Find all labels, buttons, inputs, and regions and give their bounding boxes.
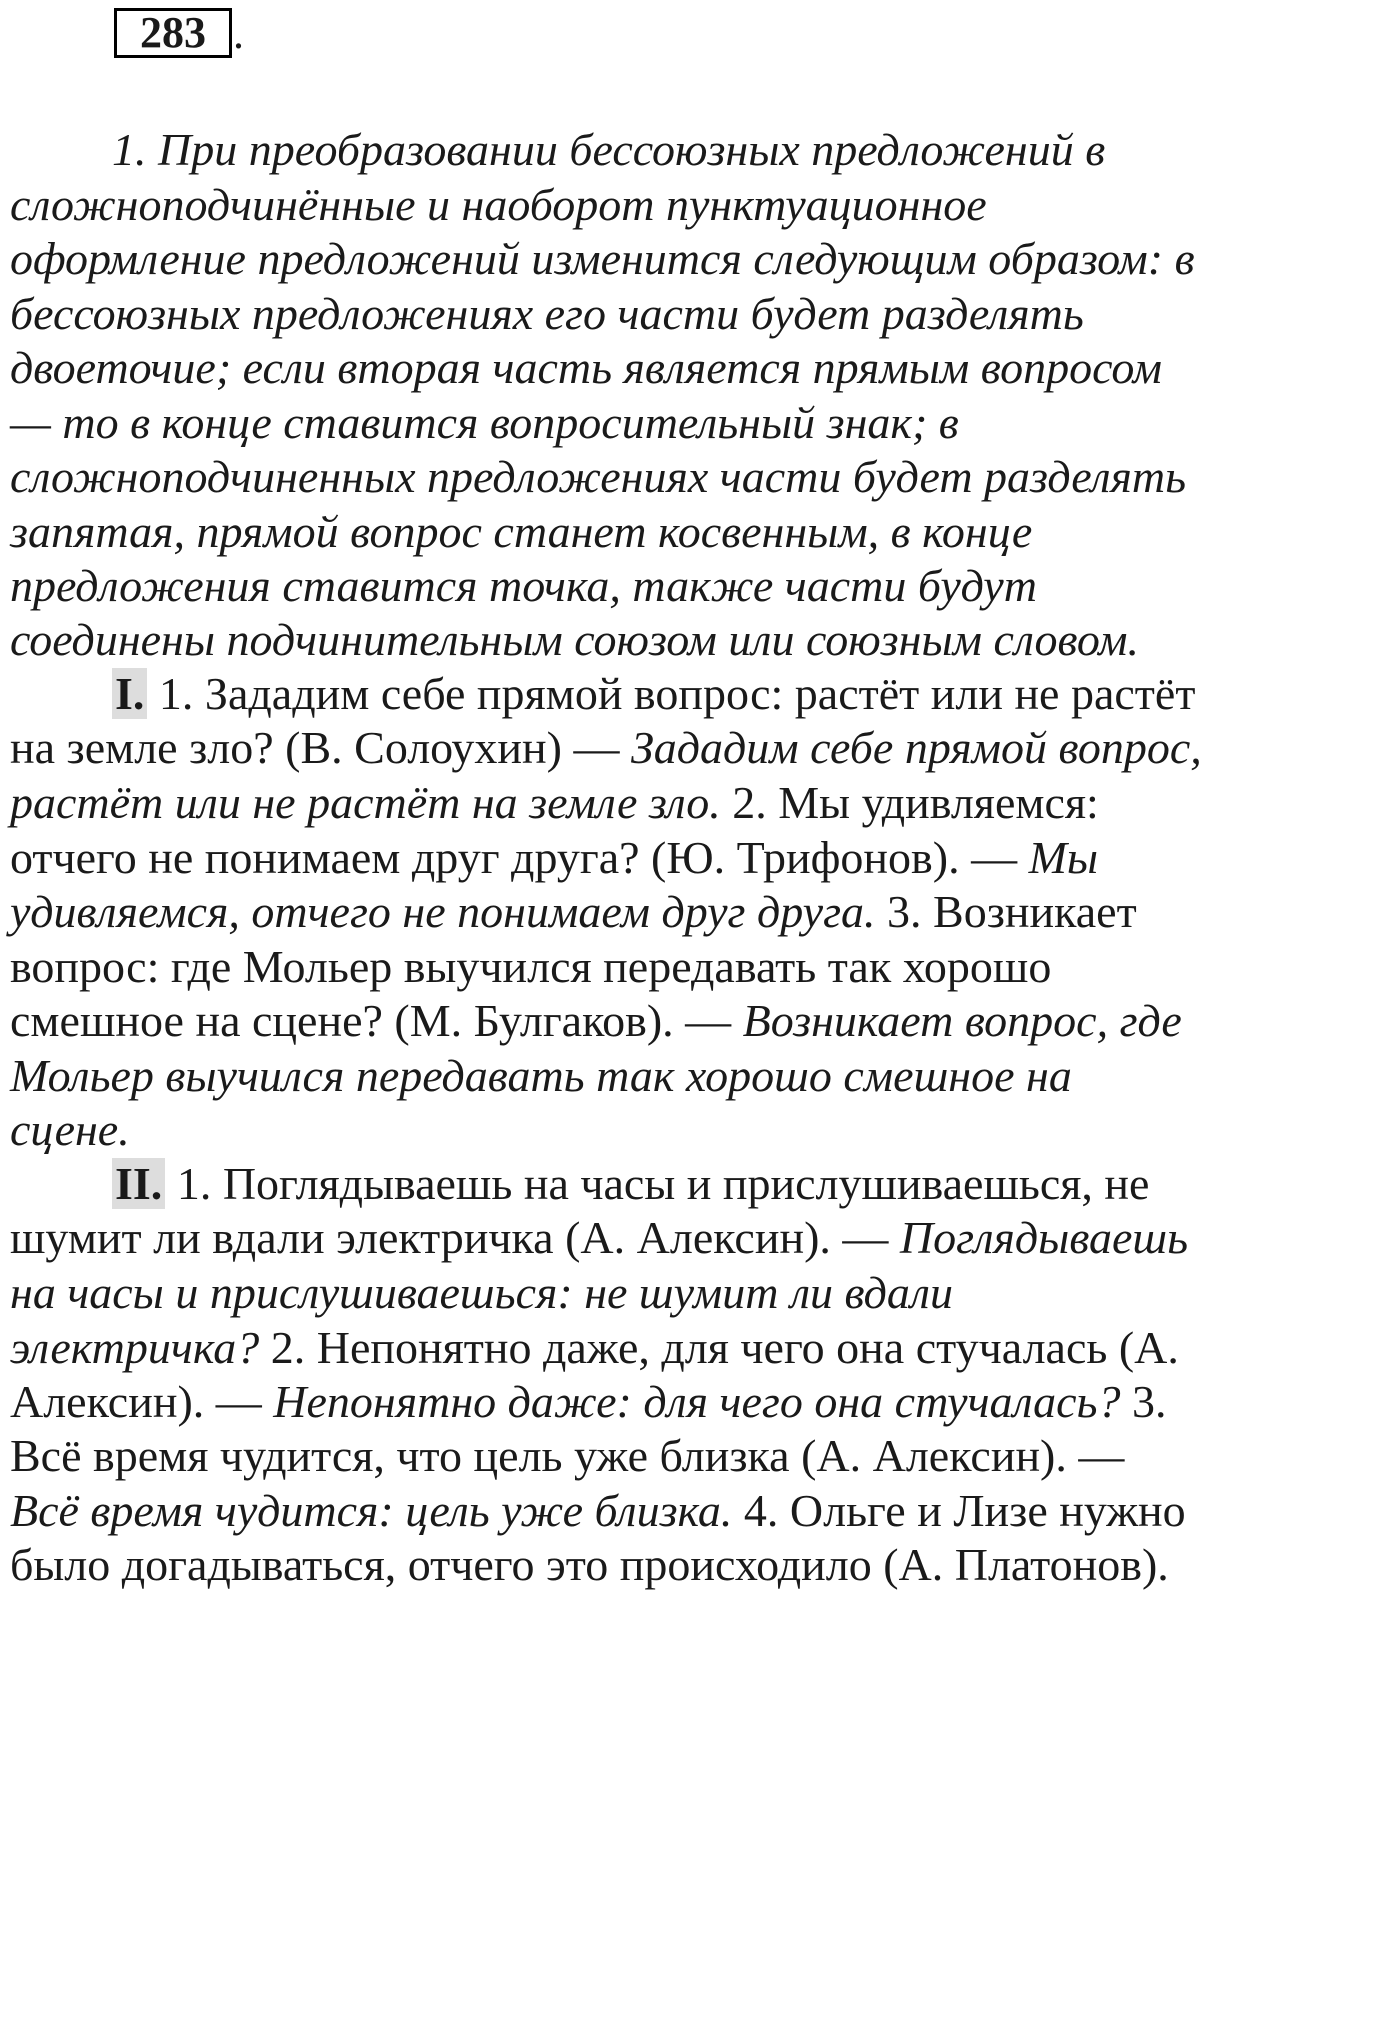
text-line xyxy=(10,179,987,230)
italic-text: предложения ставится точка, также части будут xyxy=(10,560,1037,611)
text-line xyxy=(10,451,1187,502)
text-line xyxy=(10,1539,1169,1590)
text-line xyxy=(10,941,1052,992)
text-line xyxy=(10,1376,1167,1427)
plain-text: Алексин). — xyxy=(10,1376,274,1427)
text-line xyxy=(10,288,1084,339)
italic-text: сложноподчинённые и наоборот пунктуационное xyxy=(10,179,987,230)
italic-text: Поглядываешь xyxy=(899,1212,1189,1263)
italic-text: бессоюзных предложениях его части будет разделять xyxy=(10,288,1084,339)
italic-text: растёт или не растёт на земле зло. xyxy=(10,777,721,828)
plain-text: на земле зло? (В. Солоухин) — xyxy=(10,722,631,773)
plain-text: 3. Возникает xyxy=(875,886,1137,937)
italic-text: запятая, прямой вопрос станет косвенным, в конце xyxy=(10,506,1033,557)
text-line xyxy=(10,1322,1179,1373)
plain-text: Всё время чудится, что цель уже близка (А. Алексин). — xyxy=(10,1430,1125,1481)
plain-text: 1. Поглядываешь на часы и прислушиваешься, не xyxy=(165,1158,1150,1209)
text-line xyxy=(10,614,1139,665)
text-line xyxy=(10,832,1099,883)
text-line xyxy=(10,1267,953,1318)
plain-text: 3. xyxy=(1120,1376,1167,1427)
text-line xyxy=(10,560,1037,611)
text-line xyxy=(10,397,959,448)
italic-text: Зададим себе прямой вопрос, xyxy=(630,722,1202,773)
italic-text: соединены подчинительным союзом или союзным словом. xyxy=(10,614,1139,665)
text-line xyxy=(112,1158,1150,1209)
text-line xyxy=(10,1104,130,1155)
plain-text: шумит ли вдали электричка (А. Алексин). — xyxy=(10,1212,900,1263)
text-line xyxy=(10,1050,1072,1101)
text-line xyxy=(112,668,1196,719)
section-label: I. xyxy=(112,668,147,719)
italic-text: оформление предложений изменится следующим образом: в xyxy=(10,233,1195,284)
italic-text: Всё время чудится: цель уже близка. xyxy=(10,1485,733,1536)
text-line xyxy=(10,1430,1125,1481)
plain-text: 4. Ольге и Лизе нужно xyxy=(732,1485,1186,1536)
plain-text: вопрос: где Мольер выучился передавать так хорошо xyxy=(10,941,1052,992)
text-line xyxy=(10,1212,1189,1263)
italic-text: Мы xyxy=(1028,832,1099,883)
italic-text: удивляемся, отчего не понимаем друг друга. xyxy=(10,886,876,937)
italic-text: электричка? xyxy=(10,1322,260,1373)
text-line xyxy=(10,233,1195,284)
text-line xyxy=(10,342,1163,393)
plain-text: 2. Мы удивляемся: xyxy=(720,777,1099,828)
plain-text: было догадываться, отчего это происходило (А. Платонов). xyxy=(10,1539,1169,1590)
italic-text: двоеточие; если вторая часть является прямым вопросом xyxy=(10,342,1163,393)
exercise-number-dot: . xyxy=(233,9,244,58)
italic-text: Возникает вопрос, где xyxy=(742,995,1182,1046)
italic-text: сложноподчиненных предложениях части будет разделять xyxy=(10,451,1187,502)
plain-text: смешное на сцене? (М. Булгаков). — xyxy=(10,995,743,1046)
text-line xyxy=(10,777,1099,828)
text-line xyxy=(112,124,1106,175)
section-label: II. xyxy=(112,1158,165,1209)
plain-text: 2. Непонятно даже, для чего она стучалась (А. xyxy=(259,1322,1179,1373)
text-line xyxy=(10,1485,1186,1536)
italic-text: на часы и прислушиваешься: не шумит ли вдали xyxy=(10,1267,953,1318)
italic-text: сцене. xyxy=(10,1104,130,1155)
plain-text: отчего не понимаем друг друга? (Ю. Трифонов). — xyxy=(10,832,1029,883)
text-line xyxy=(10,995,1182,1046)
exercise-number-box: 283 xyxy=(114,8,232,58)
italic-text: Непонятно даже: для чего она стучалась? xyxy=(273,1376,1121,1427)
text-line xyxy=(10,506,1033,557)
italic-text: — то в конце ставится вопросительный знак; в xyxy=(10,397,959,448)
italic-text: Мольер выучился передавать так хорошо смешное на xyxy=(10,1050,1072,1101)
text-line xyxy=(10,722,1202,773)
plain-text: 1. Зададим себе прямой вопрос: растёт или не растёт xyxy=(147,668,1196,719)
text-line xyxy=(10,886,1137,937)
italic-text: 1. При преобразовании бессоюзных предложений в xyxy=(112,124,1106,175)
